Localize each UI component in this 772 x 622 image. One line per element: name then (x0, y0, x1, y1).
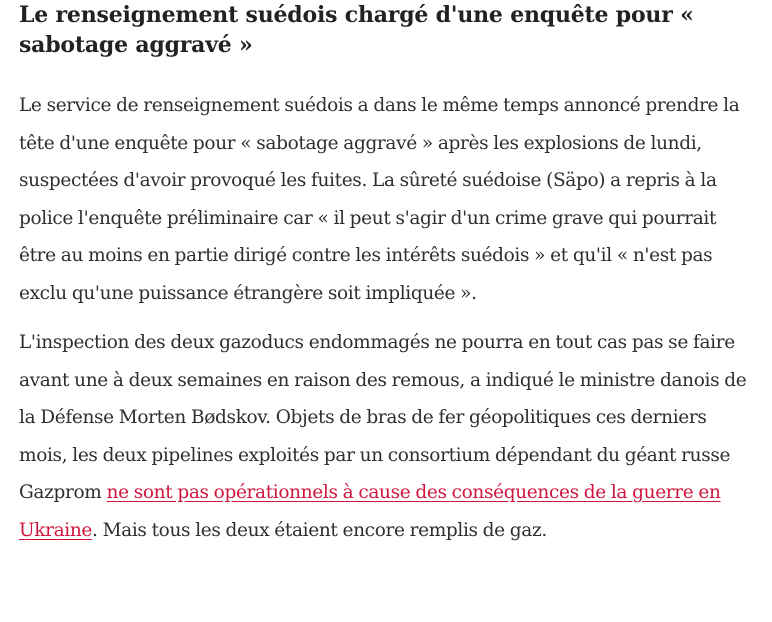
paragraph-intelligence-investigation: Le service de renseignement suédois a dans le même temps annoncé prendre la tête d'une enquête pour « sabotage aggravé » après les explosions de lundi, suspectées d'avoir provoqué les fuites. La sûreté suédoise (Säpo) a repris à la police l'enquête préliminaire car « il peut s'agir d'un crime grave qui pourrait être au moins en partie dirigé contre les intérêts suédois » et qu'il « n'est pas exclu qu'une puissance étrangère soit impliquée ». (19, 95, 740, 304)
paragraph-text-after-link: . Mais tous les deux étaient encore remplis de gaz. (92, 519, 547, 541)
paragraph-pipeline-inspection (19, 324, 754, 549)
section-heading: Le renseignement suédois chargé d'une enquête pour « sabotage aggravé » (19, 2, 694, 58)
paragraph-text-before-link: L'inspection des deux gazoducs endommagés ne pourra en tout cas pas se faire avant une à deux semaines en raison des remous, a indiqué le ministre danois de la Défense Morten Bødskov. Objets de bras de fer géopolitiques ces derniers mois, les deux pipelines exploités par un consortium dépendant du géant russe Gazprom (19, 332, 747, 503)
article-inline-link[interactable]: ne sont pas opérationnels à cause des conséquences de la guerre en Ukraine (19, 482, 721, 541)
